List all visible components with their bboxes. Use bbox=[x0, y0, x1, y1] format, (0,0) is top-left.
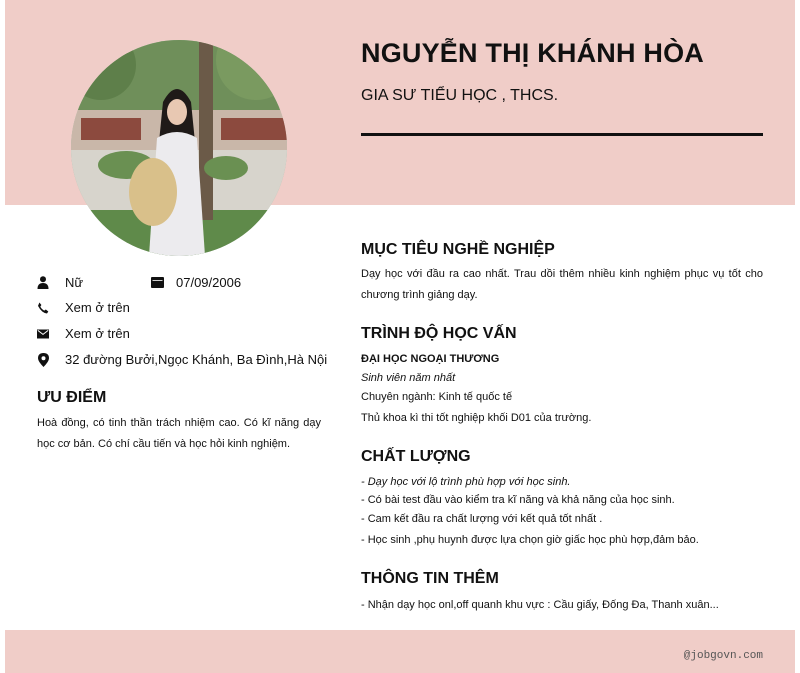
strengths-title: ƯU ĐIỂM bbox=[37, 389, 107, 406]
education-title: TRÌNH ĐỘ HỌC VẤN bbox=[361, 325, 517, 342]
quality-item: - Dạy học với lộ trình phù hợp với học sinh. bbox=[361, 476, 571, 488]
education-major: Chuyên ngành: Kinh tế quốc tế bbox=[361, 391, 513, 403]
phone-icon bbox=[36, 301, 50, 315]
strengths-text: Hoà đồng, có tinh thần trách nhiệm cao. Có kĩ năng dạy học cơ bản. Có chí cầu tiến và học hỏi kinh nghiệm. bbox=[37, 417, 321, 450]
profile-photo bbox=[71, 40, 287, 256]
quality-item: - Cam kết đầu ra chất lượng với kết quả tốt nhất . bbox=[361, 513, 603, 525]
footer-band bbox=[5, 630, 795, 673]
email-value: Xem ở trên bbox=[65, 326, 130, 341]
quality-item: - Có bài test đầu vào kiểm tra kĩ năng và khả năng của học sinh. bbox=[361, 494, 675, 506]
header-divider bbox=[361, 133, 763, 136]
education-school: ĐẠI HỌC NGOẠI THƯƠNG bbox=[361, 353, 500, 365]
more-info-title: THÔNG TIN THÊM bbox=[361, 570, 499, 587]
phone-row bbox=[36, 300, 130, 315]
objective-text: Dạy học với đầu ra cao nhất. Trau dồi thêm nhiều kinh nghiệm phục vụ tốt cho chương trình giảng dạy. bbox=[361, 268, 763, 301]
gender-value: Nữ bbox=[65, 275, 84, 290]
birthdate-value: 07/09/2006 bbox=[176, 275, 242, 290]
quality-item: - Học sinh ,phụ huynh được lựa chọn giờ giấc học phù hợp,đảm bảo. bbox=[361, 534, 699, 546]
address-value: 32 đường Bưởi,Ngọc Khánh, Ba Đình,Hà Nội bbox=[65, 352, 328, 367]
phone-value: Xem ở trên bbox=[65, 300, 130, 315]
candidate-role: GIA SƯ TIỂU HỌC , THCS. bbox=[361, 87, 559, 104]
education-achievement: Thủ khoa kì thi tốt nghiệp khối D01 của trường. bbox=[361, 412, 592, 424]
objective-title: MỤC TIÊU NGHỀ NGHIỆP bbox=[361, 241, 555, 258]
location-pin-icon bbox=[36, 353, 50, 367]
quality-title: CHẤT LƯỢNG bbox=[361, 448, 471, 465]
email-row bbox=[36, 326, 130, 341]
more-info-text: - Nhận dạy học onl,off quanh khu vực : Cầu giấy, Đống Đa, Thanh xuân... bbox=[361, 599, 719, 611]
address-row bbox=[36, 352, 327, 367]
education-status: Sinh viên năm nhất bbox=[361, 372, 456, 384]
candidate-name: NGUYỄN THỊ KHÁNH HÒA bbox=[361, 38, 705, 68]
mail-icon bbox=[36, 327, 50, 341]
birthdate-row bbox=[150, 275, 241, 290]
footer-brand: @jobgovn.com bbox=[683, 650, 763, 662]
person-icon bbox=[36, 276, 50, 290]
gender-row bbox=[36, 275, 83, 290]
calendar-icon bbox=[150, 276, 164, 290]
